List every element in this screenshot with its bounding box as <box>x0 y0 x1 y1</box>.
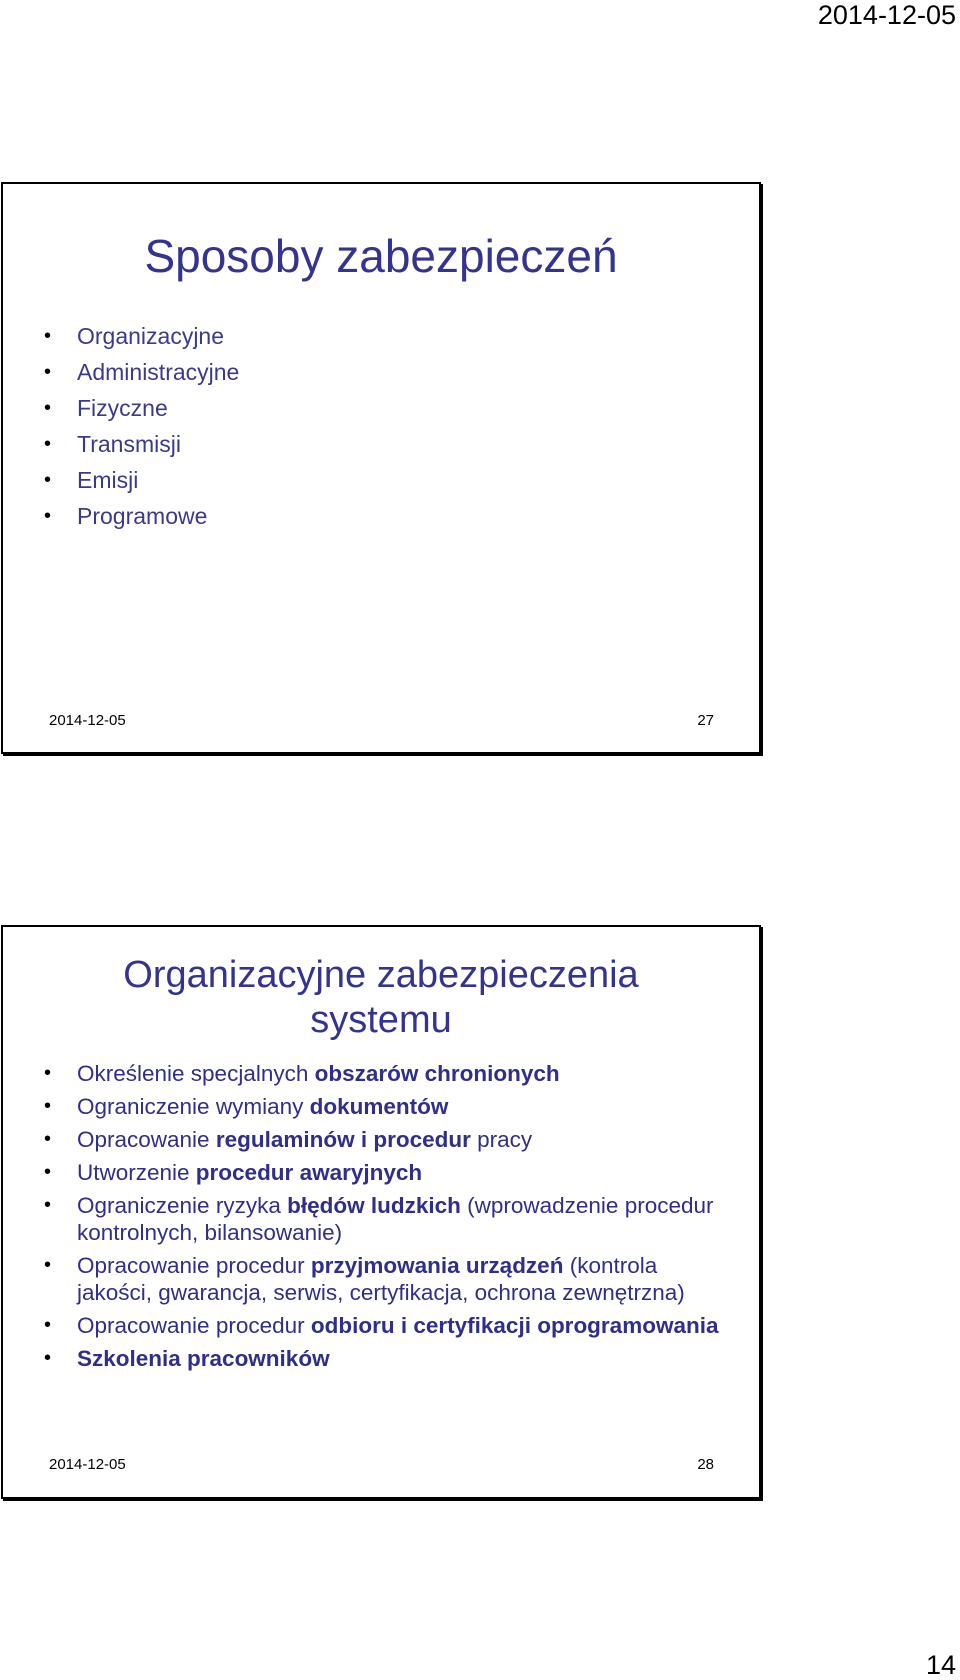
bullet-text: pracy <box>470 1127 533 1152</box>
bullet-item <box>44 1252 729 1306</box>
slide-title: Sposoby zabezpieczeń <box>144 230 618 282</box>
bullet-emphasis: błędów ludzkich <box>287 1193 461 1218</box>
bullet-emphasis: odbioru i certyfikacji oprogramowania <box>310 1313 719 1338</box>
bullet-icon: • <box>44 1062 52 1084</box>
bullet-text: Ograniczenie ryzyka <box>77 1193 288 1218</box>
slide-title: Organizacyjne zabezpieczenia systemu <box>123 954 639 1041</box>
bullet-item: • Transmisji <box>44 426 729 462</box>
bullet-text: Opracowanie procedur <box>77 1313 311 1338</box>
bullet-text: Ograniczenie wymiany <box>77 1094 310 1119</box>
bullet-item: • Programowe <box>44 498 729 534</box>
bullet-item <box>44 1126 729 1153</box>
bullet-emphasis: dokumentów <box>309 1094 449 1119</box>
bullet-item: • Emisji <box>44 462 729 498</box>
slide-footer-date: 2014-12-05 <box>49 1456 126 1473</box>
bullet-emphasis: Szkolenia pracowników <box>77 1346 330 1371</box>
bullet-icon: • <box>44 397 52 419</box>
bullet-text: Opracowanie <box>77 1127 216 1152</box>
bullet-icon: • <box>44 361 52 383</box>
bullet-item: • Administracyjne <box>44 354 729 390</box>
bullet-list <box>44 1060 729 1378</box>
bullet-item <box>44 1192 729 1246</box>
bullet-icon: • <box>44 505 52 527</box>
bullet-icon: • <box>44 469 52 491</box>
bullet-text: (kontrola jakości, gwarancja, serwis, certyfikacja, ochrona zewnętrzna) <box>77 1253 685 1305</box>
bullet-item <box>44 1312 729 1339</box>
page-header-date: 2014-12-05 <box>817 0 956 30</box>
bullet-emphasis: obszarów chronionych <box>314 1061 560 1086</box>
bullet-icon: • <box>44 433 52 455</box>
bullet-emphasis: przyjmowania urządzeń <box>310 1253 564 1278</box>
bullet-item <box>44 1093 729 1120</box>
bullet-icon: • <box>44 1194 52 1216</box>
slide-footer-date: 2014-12-05 <box>49 712 126 729</box>
bullet-item: • Organizacyjne <box>44 318 729 354</box>
bullet-item <box>44 1159 729 1186</box>
bullet-emphasis: procedur awaryjnych <box>195 1160 423 1185</box>
bullet-item: • Fizyczne <box>44 390 729 426</box>
bullet-list <box>44 318 729 534</box>
bullet-item <box>44 1345 729 1372</box>
bullet-icon: • <box>44 1095 52 1117</box>
bullet-emphasis: regulaminów i procedur <box>215 1127 471 1152</box>
page-number: 14 <box>925 1650 956 1680</box>
bullet-icon: • <box>44 325 52 347</box>
slide-28 <box>1 925 761 1499</box>
slide-number: 27 <box>697 712 714 729</box>
bullet-icon: • <box>44 1347 52 1369</box>
bullet-text: Określenie specjalnych <box>77 1061 315 1086</box>
slide-number: 28 <box>697 1456 714 1473</box>
bullet-icon: • <box>44 1314 52 1336</box>
bullet-icon: • <box>44 1128 52 1150</box>
bullet-item <box>44 1060 729 1087</box>
bullet-text: (wprowadzenie procedur kontrolnych, bilansowanie) <box>77 1193 714 1245</box>
bullet-text: Utworzenie <box>77 1160 196 1185</box>
slide-27 <box>1 182 761 754</box>
bullet-icon: • <box>44 1254 52 1276</box>
bullet-icon: • <box>44 1161 52 1183</box>
bullet-text: Opracowanie procedur <box>77 1253 311 1278</box>
